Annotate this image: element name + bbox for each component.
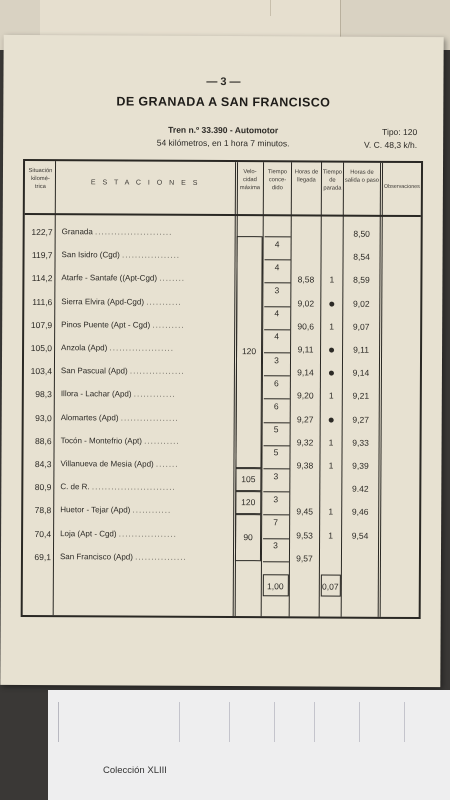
station-name <box>61 366 233 376</box>
ruled-line <box>314 702 315 742</box>
departure-time: 9,21 <box>352 391 370 402</box>
departure-time: 9,54 <box>351 530 369 541</box>
station-label: Alomartes (Apd) <box>60 412 119 423</box>
km-value: 107,9 <box>30 319 53 330</box>
km-value: 119,7 <box>31 250 53 261</box>
run-time: 3 <box>274 285 280 296</box>
run-time: 6 <box>273 401 279 412</box>
station-label: Sierra Elvira (Apd-Cgd) <box>61 296 145 307</box>
leader-dots: .......................... <box>91 482 176 492</box>
stop-minutes: 1 <box>328 460 334 471</box>
timetable-page <box>0 35 443 687</box>
run-time: 6 <box>273 378 279 389</box>
departure-time: 9,39 <box>352 460 369 471</box>
segment-rule <box>263 515 289 516</box>
segment-rule <box>263 561 289 562</box>
departure-time: 9,14 <box>352 367 370 378</box>
departure-time: 9,46 <box>351 507 369 518</box>
leader-dots: .................. <box>122 250 181 260</box>
page-number: — 3 — <box>206 75 241 89</box>
station-name <box>60 529 232 539</box>
page-title: DE GRANADA A SAN FRANCISCO <box>116 94 331 110</box>
km-value: 93,0 <box>35 412 52 423</box>
leader-dots: ............ <box>132 505 172 516</box>
stop-minutes: 1 <box>329 274 335 285</box>
speed-value: 120 <box>241 346 257 357</box>
segment-rule <box>264 306 290 307</box>
arrival-time: 9,20 <box>297 390 314 401</box>
header-situacion: Situación kilomé- trica <box>28 167 53 191</box>
km-value: 103,4 <box>30 366 52 377</box>
arrival-time: 9,57 <box>296 553 313 564</box>
distance-summary: 54 kilómetros, en 1 hora 7 minutos. <box>156 137 290 149</box>
column-divider <box>289 162 292 616</box>
departure-time: 9,11 <box>353 344 370 355</box>
header-tiempo-parada: Tiempo de parada <box>322 169 343 192</box>
sheet-edge <box>270 0 275 16</box>
departure-time: 8,54 <box>353 251 370 262</box>
speed-value: 90 <box>243 531 253 542</box>
leader-dots: ................. <box>129 366 185 376</box>
leader-dots: ....... <box>155 459 179 469</box>
stop-minutes: 1 <box>328 506 334 517</box>
departure-time: 9,07 <box>352 321 370 332</box>
station-label: C. de R. <box>60 482 90 492</box>
station-label: Pinos Puente (Apt - Cgd) <box>61 319 151 330</box>
run-time: 5 <box>273 447 279 458</box>
run-time: 3 <box>273 494 279 505</box>
stop-minutes: 1 <box>328 390 334 401</box>
run-time: 3 <box>274 354 279 365</box>
leader-dots: ............. <box>133 389 176 400</box>
station-label: Atarfe - Santafe ((Apt-Cgd) <box>61 273 158 284</box>
km-value: 122,7 <box>31 227 53 238</box>
run-time: 4 <box>274 238 280 249</box>
stop-dot <box>329 348 334 353</box>
stop-minutes: 1 <box>328 530 333 541</box>
station-name <box>61 436 233 446</box>
station-label: Loja (Apt - Cgd) <box>60 528 117 539</box>
train-type: Tipo: 120 <box>382 126 418 138</box>
departure-time: 8,59 <box>353 275 370 286</box>
station-name <box>60 459 232 469</box>
header-tiempo-concedido: Tiempo conce- dido <box>267 169 288 192</box>
km-value: 84,3 <box>34 459 52 470</box>
run-time: 4 <box>274 331 280 342</box>
header-rule <box>25 213 421 217</box>
next-page <box>48 690 450 800</box>
header-horas-llegada: Horas de llegada <box>294 169 319 184</box>
leader-dots: ........ <box>159 274 186 284</box>
station-label: Granada <box>61 227 93 237</box>
run-time: 4 <box>274 262 280 273</box>
ruled-line <box>359 702 360 742</box>
arrival-time: 9,02 <box>297 297 315 309</box>
station-label: San Francisco (Apd) <box>59 551 133 562</box>
arrival-time: 8,58 <box>297 274 315 285</box>
departure-time: 9,02 <box>352 298 370 309</box>
run-time: 4 <box>274 308 280 319</box>
segment-rule <box>263 468 289 469</box>
station-name <box>60 482 232 492</box>
station-label: Villanueva de Mesia (Apd) <box>60 459 154 469</box>
segment-rule <box>263 538 289 539</box>
stop-minutes: 1 <box>328 437 334 448</box>
speed-value: 105 <box>241 473 256 484</box>
station-name <box>61 297 233 307</box>
train-number: Tren n.º 33.390 - Automotor <box>168 124 279 136</box>
station-label: San Pascual (Apd) <box>60 366 128 376</box>
km-value: 80,9 <box>34 482 52 493</box>
station-name <box>61 274 233 284</box>
segment-rule <box>264 422 290 423</box>
stop-dot <box>329 301 334 306</box>
departure-time: 8,50 <box>353 228 370 239</box>
departure-time: 9,27 <box>352 414 369 425</box>
station-name <box>60 552 232 562</box>
leader-dots: .................. <box>120 413 179 423</box>
total-stop-time: 0,07 <box>322 581 339 592</box>
arrival-time: 9,32 <box>296 437 314 448</box>
column-divider <box>319 163 322 617</box>
station-label: Illora - Lachar (Apd) <box>60 389 132 399</box>
km-value: 111,6 <box>32 296 53 307</box>
commercial-speed: V. C. 48,3 k/h. <box>364 139 418 151</box>
header-velocidad: Velo- cidad máxima <box>239 169 261 192</box>
km-value: 98,3 <box>35 389 52 400</box>
departure-time: 9,33 <box>352 437 369 448</box>
arrival-time: 9,27 <box>296 413 314 425</box>
segment-rule <box>263 491 289 492</box>
arrival-time: 9,45 <box>296 506 314 517</box>
speed-value: 120 <box>241 496 256 507</box>
total-run-time: 1,00 <box>267 581 284 592</box>
leader-dots: .................. <box>118 529 177 539</box>
arrival-time: 9,14 <box>297 367 314 378</box>
segment-rule <box>264 329 290 330</box>
stop-minutes: 1 <box>329 321 335 332</box>
station-name <box>61 320 233 330</box>
km-value: 88,6 <box>35 435 52 446</box>
km-value: 78,8 <box>34 505 52 516</box>
leader-dots: ................ <box>135 552 187 562</box>
leader-dots: ........... <box>146 297 182 307</box>
km-value: 105,0 <box>30 342 53 354</box>
station-name <box>61 343 233 353</box>
arrival-time: 90,6 <box>297 321 314 332</box>
run-time: 5 <box>273 424 279 435</box>
departure-time: 9.42 <box>352 483 369 494</box>
ruled-line <box>229 702 230 742</box>
run-time: 7 <box>273 517 279 528</box>
ruled-lines <box>58 702 450 742</box>
station-label: Huetor - Tejar (Apd) <box>60 505 131 515</box>
leader-dots: ........................ <box>95 227 173 237</box>
ruled-line <box>274 702 275 742</box>
stop-dot <box>329 371 334 376</box>
km-value: 69,1 <box>34 551 51 562</box>
km-value: 114,2 <box>31 273 53 284</box>
segment-rule <box>264 445 290 446</box>
station-name <box>62 227 234 237</box>
km-value: 70,4 <box>34 528 52 539</box>
ruled-line <box>404 702 405 742</box>
segment-rule <box>264 352 290 353</box>
collection-label: Colección XLIII <box>103 765 167 776</box>
run-time: 3 <box>273 540 278 551</box>
station-name <box>61 390 233 400</box>
leader-dots: .................... <box>109 343 175 353</box>
station-name <box>61 413 233 423</box>
header-estaciones: E S T A C I O N E S <box>90 179 200 187</box>
station-label: San Isidro (Cgd) <box>61 250 120 260</box>
arrival-time: 9,38 <box>296 460 314 471</box>
segment-rule <box>264 283 290 284</box>
leader-dots: ........... <box>144 436 180 446</box>
station-name <box>60 506 232 516</box>
segment-rule <box>264 399 290 400</box>
column-divider <box>53 161 56 615</box>
arrival-time: 9,53 <box>296 529 313 541</box>
station-label: Tocón - Montefrio (Apt) <box>60 435 142 446</box>
station-name <box>62 250 234 260</box>
header-observaciones: Observaciones <box>383 183 420 191</box>
leader-dots: .......... <box>152 320 185 330</box>
station-label: Anzola (Apd) <box>61 343 108 353</box>
ruled-line <box>179 702 180 742</box>
run-time: 3 <box>273 470 279 481</box>
stop-dot <box>329 417 334 422</box>
segment-rule <box>265 259 291 260</box>
arrival-time: 9,11 <box>297 344 314 355</box>
segment-rule <box>265 236 291 237</box>
timetable-table <box>21 159 423 619</box>
header-horas-salida: Horas de salida o paso <box>344 169 380 184</box>
segment-rule <box>264 375 290 376</box>
